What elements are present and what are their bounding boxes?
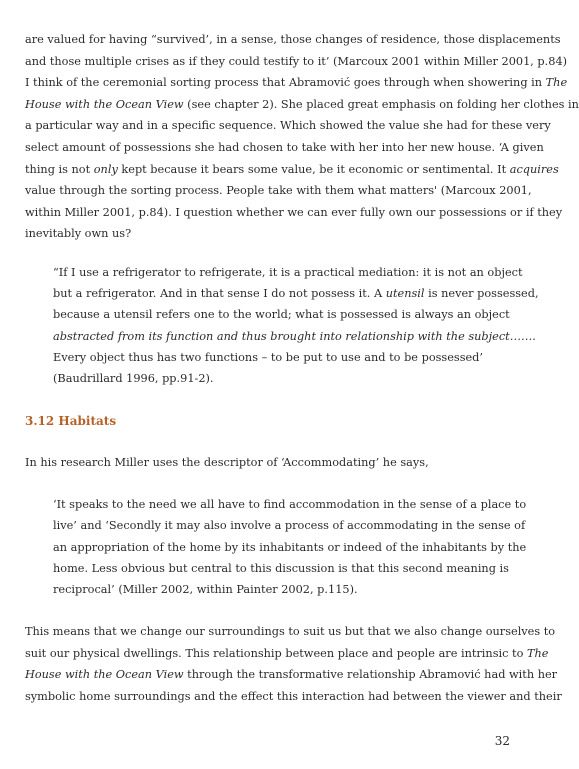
text-line: This means that we change our surroundings to suit us but that we also change ourselves to	[25, 625, 556, 638]
italic-span: acquires	[509, 162, 559, 176]
italic-span: abstracted from its function and thus brought into relationship with the subject…….	[53, 329, 536, 343]
text-span: is never possessed,	[424, 287, 539, 301]
text-line: In his research Miller uses the descriptor of ‘Accommodating’ he says,	[25, 456, 429, 469]
italic-span: House with the Ocean View	[25, 668, 184, 682]
text-line: Every object thus has two functions – to be put to use and to be possessed’	[53, 350, 483, 364]
text-line	[25, 97, 579, 112]
text-line: inevitably own us?	[25, 227, 132, 241]
text-line	[53, 287, 539, 301]
text-line: are valued for having “survived’, in a sense, those changes of residence, those displacements	[25, 33, 561, 46]
text-line: ‘It speaks to the need we all have to find accommodation in the sense of a place to	[53, 498, 527, 511]
text-line: “If I use a refrigerator to refrigerate, it is a practical mediation: it is not an object	[53, 266, 523, 279]
text-line	[25, 646, 549, 661]
text-line: home. Less obvious but central to this discussion is that this second meaning is	[53, 561, 509, 575]
text-line	[25, 668, 558, 682]
text-line: and those multiple crises as if they could testify to it’ (Marcoux 2001 within Miller 2001, p.84)	[25, 54, 568, 68]
text-line: (Baudrillard 1996, pp.91-2).	[53, 372, 214, 385]
text-line	[25, 76, 568, 90]
italic-span: only	[93, 162, 118, 176]
italic-span: utensil	[385, 287, 425, 301]
text-line	[53, 329, 536, 344]
text-line: an appropriation of the home by its inhabitants or indeed of the inhabitants by the	[53, 540, 527, 554]
text-line: value through the sorting process. People take with them what matters' (Marcoux 2001,	[25, 184, 532, 198]
text-line: symbolic home surroundings and the effect this interaction had between the viewer and their	[25, 689, 562, 703]
page-number: 32	[494, 734, 510, 748]
italic-span: The	[545, 76, 568, 90]
text-span: through the transformative relationship Abramović had with her	[183, 668, 558, 682]
italic-span: The	[526, 646, 549, 660]
text-line	[25, 162, 559, 177]
text-span: kept because it bears some value, be it economic or sentimental. It	[117, 162, 510, 176]
italic-span: House with the Ocean View	[25, 97, 184, 111]
text-line: live’ and ‘Secondly it may also involve a process of accommodating in the sense of	[53, 519, 526, 533]
text-line: select amount of possessions she had chosen to take with her into her new house. ‘A given	[25, 141, 544, 154]
text-line: because a utensil refers one to the world; what is possessed is always an object	[53, 308, 510, 322]
text-span: (see chapter 2). She placed great emphasis on folding her clothes in	[183, 97, 579, 111]
text-line: reciprocal’ (Miller 2002, within Painter 2002, p.115).	[53, 583, 358, 597]
section-heading: 3.12 Habitats	[25, 414, 117, 428]
text-span: I think of the ceremonial sorting process that Abramović goes through when showering in	[25, 76, 546, 90]
text-line: within Miller 2001, p.84). I question whether we can ever fully own our possessions or if they	[25, 205, 563, 219]
text-span: but a refrigerator. And in that sense I do not possess it. A	[53, 287, 386, 301]
text-span: suit our physical dwellings. This relationship between place and people are intrinsic to	[25, 646, 527, 660]
text-span: thing is not	[25, 162, 94, 176]
text-line: a particular way and in a specific sequence. Which showed the value she had for these very	[25, 119, 551, 133]
